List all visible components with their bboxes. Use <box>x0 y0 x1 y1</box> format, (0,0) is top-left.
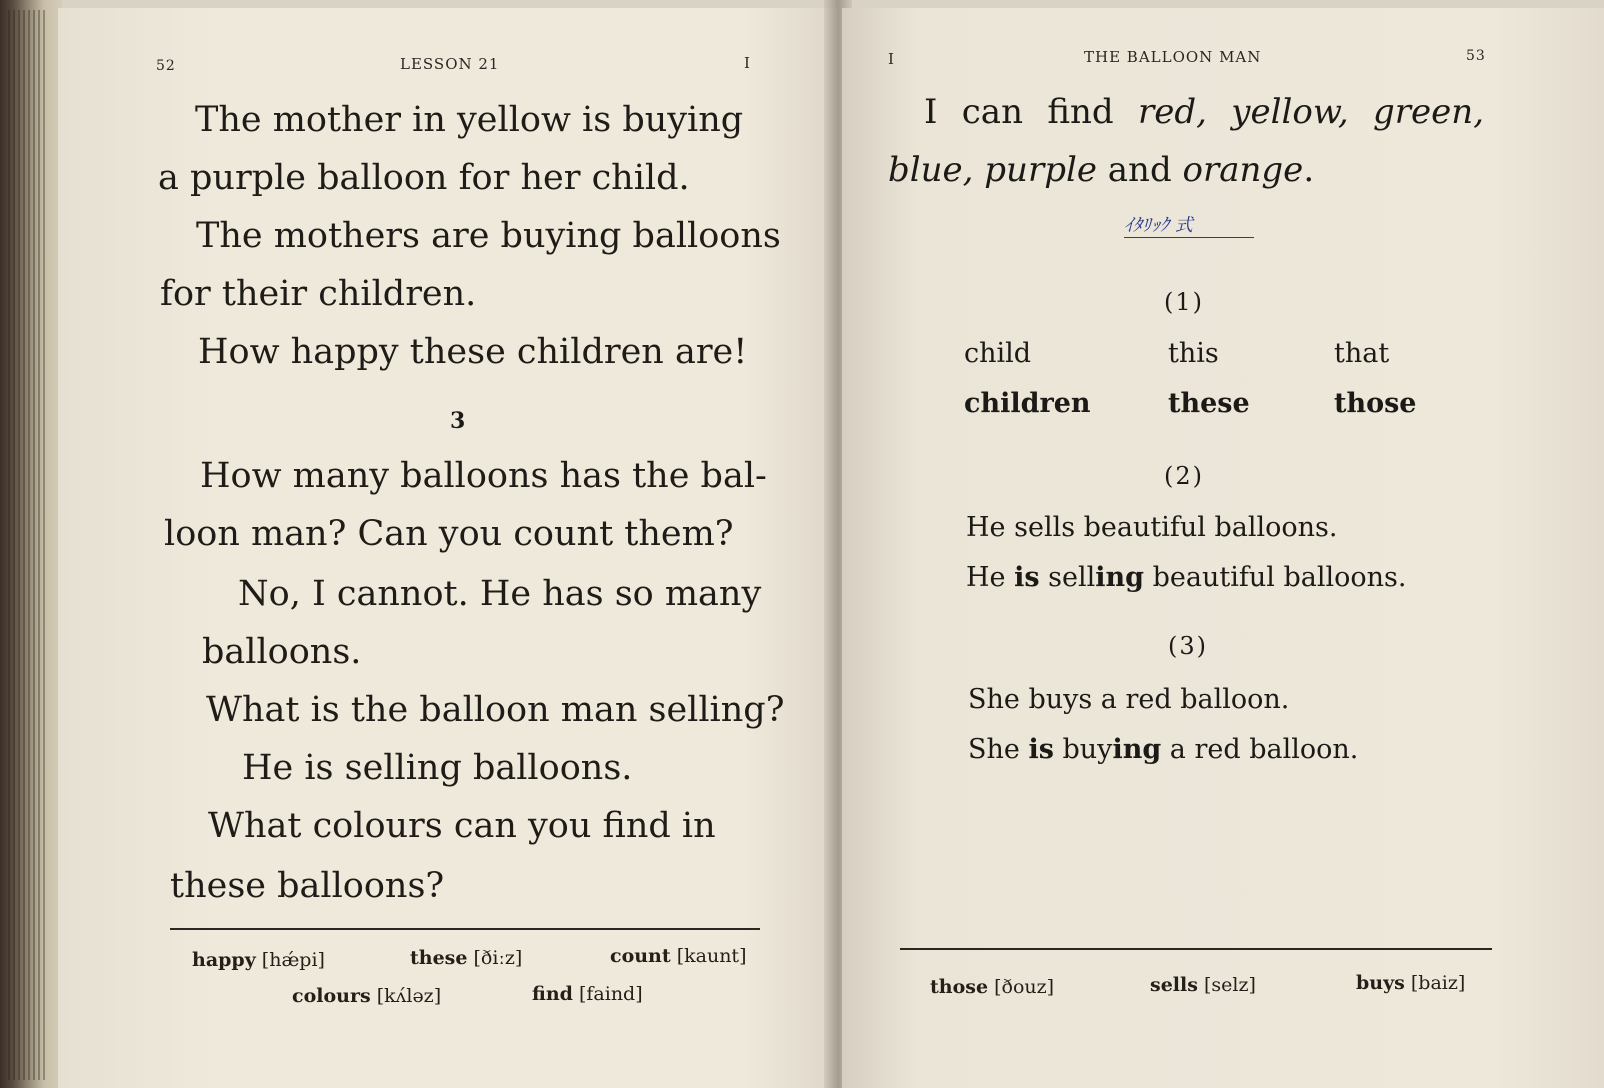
sent-bold: ing <box>1112 734 1162 765</box>
vocab-word: sells <box>1150 974 1198 996</box>
exercise-3-number: (3) <box>1168 632 1208 660</box>
intro-line-1 <box>924 92 1484 132</box>
section-number: 3 <box>450 408 466 434</box>
left-side-mark: I <box>744 54 751 72</box>
vocab-sells <box>1150 974 1256 996</box>
text-line-4: for their children. <box>160 274 477 314</box>
intro-colour-purple: purple <box>984 150 1097 190</box>
sent-part: She <box>968 734 1029 765</box>
vocab-colours <box>292 985 441 1007</box>
intro-period: . <box>1303 150 1315 190</box>
sent-bold: is <box>1028 734 1054 765</box>
vocab-pron: [hǽpi] <box>261 949 325 971</box>
text-line-8: No, I cannot. He has so many <box>238 574 762 614</box>
vocab-pron: [ðouz] <box>994 976 1055 998</box>
sent-bold: is <box>1014 562 1040 593</box>
vocab-these <box>410 947 522 969</box>
vocab-pron: [faind] <box>578 983 643 1005</box>
sent-part: sell <box>1039 562 1096 593</box>
intro-colour-yellow: yellow, <box>1231 92 1349 132</box>
sent-part: He <box>966 562 1015 593</box>
vocab-happy <box>192 949 325 971</box>
left-running-head: LESSON 21 <box>400 55 500 73</box>
right-running-head: THE BALLOON MAN <box>1084 48 1262 66</box>
ex1-word-children: children <box>964 388 1091 419</box>
text-line-13: these balloons? <box>170 866 445 906</box>
vocab-word: happy <box>192 949 256 971</box>
text-line-2: a purple balloon for her child. <box>158 158 690 198</box>
vocab-count <box>610 945 746 967</box>
ex3-sentence-1: She buys a red balloon. <box>968 684 1290 715</box>
vocab-word: buys <box>1356 972 1405 994</box>
book-page-edges <box>0 0 62 1088</box>
text-line-11: He is selling balloons. <box>242 748 633 788</box>
vocab-word: these <box>410 947 468 969</box>
exercise-1-number: (1) <box>1164 288 1204 316</box>
vocab-pron: [baiz] <box>1410 972 1466 994</box>
intro-word: can <box>961 92 1023 132</box>
intro-word: and <box>1107 150 1172 190</box>
right-side-mark: I <box>888 50 895 68</box>
ex1-word-this: this <box>1168 338 1219 369</box>
left-page <box>58 8 838 1088</box>
right-page-number: 53 <box>1466 48 1486 64</box>
text-line-1 <box>195 100 755 140</box>
intro-colour-green: green, <box>1373 92 1484 132</box>
ex3-sentence-2 <box>968 734 1358 765</box>
vocab-pron: [kʌ́ləz] <box>376 985 442 1007</box>
ex1-word-child: child <box>964 338 1032 369</box>
text-line-9: balloons. <box>202 632 362 672</box>
text-line-10: What is the balloon man selling? <box>206 690 785 730</box>
intro-colour-blue: blue, <box>888 150 974 190</box>
vocab-word: colours <box>292 985 371 1007</box>
vocab-word: find <box>532 983 573 1005</box>
handwritten-note: ｲﾀﾘｯｸ 式 <box>1124 211 1254 238</box>
ex2-sentence-2 <box>966 562 1406 593</box>
vocab-those <box>930 976 1054 998</box>
vocab-word: count <box>610 945 671 967</box>
vocab-pron: [kaunt] <box>676 945 747 967</box>
text-line-12: What colours can you find in <box>208 806 716 846</box>
vocab-pron: [ðiːz] <box>473 947 523 969</box>
vocab-word: those <box>930 976 989 998</box>
ex1-word-these: these <box>1168 388 1250 419</box>
intro-line-2 <box>888 150 1314 190</box>
ex1-word-that: that <box>1334 338 1390 369</box>
exercise-2-number: (2) <box>1164 462 1204 490</box>
text-line-6: How many balloons has the bal- <box>200 456 767 496</box>
sent-part: beautiful balloons. <box>1144 562 1407 593</box>
vocab-buys <box>1356 972 1465 994</box>
vocab-divider <box>170 928 760 930</box>
text-line-5: How happy these children are! <box>198 332 748 372</box>
intro-colour-orange: orange <box>1182 150 1304 190</box>
page-edge-stripes <box>8 10 48 1080</box>
text-line-1-content: The mother in yellow is buying <box>195 100 744 140</box>
vocab-find <box>532 983 643 1005</box>
ex1-word-those: those <box>1334 388 1417 419</box>
intro-colour-red: red, <box>1137 92 1207 132</box>
vocab-pron: [selz] <box>1203 974 1256 996</box>
text-line-3: The mothers are buying balloons <box>196 216 781 256</box>
sent-part: buy <box>1053 734 1113 765</box>
intro-word: find <box>1047 92 1114 132</box>
sent-bold: ing <box>1095 562 1145 593</box>
right-page <box>842 8 1604 1088</box>
text-line-7: loon man? Can you count them? <box>164 514 734 554</box>
intro-word: I <box>924 92 938 132</box>
right-vocab-divider <box>900 948 1492 950</box>
ex2-sentence-1: He sells beautiful balloons. <box>966 512 1338 543</box>
sent-part: a red balloon. <box>1161 734 1359 765</box>
left-page-number: 52 <box>156 58 176 74</box>
